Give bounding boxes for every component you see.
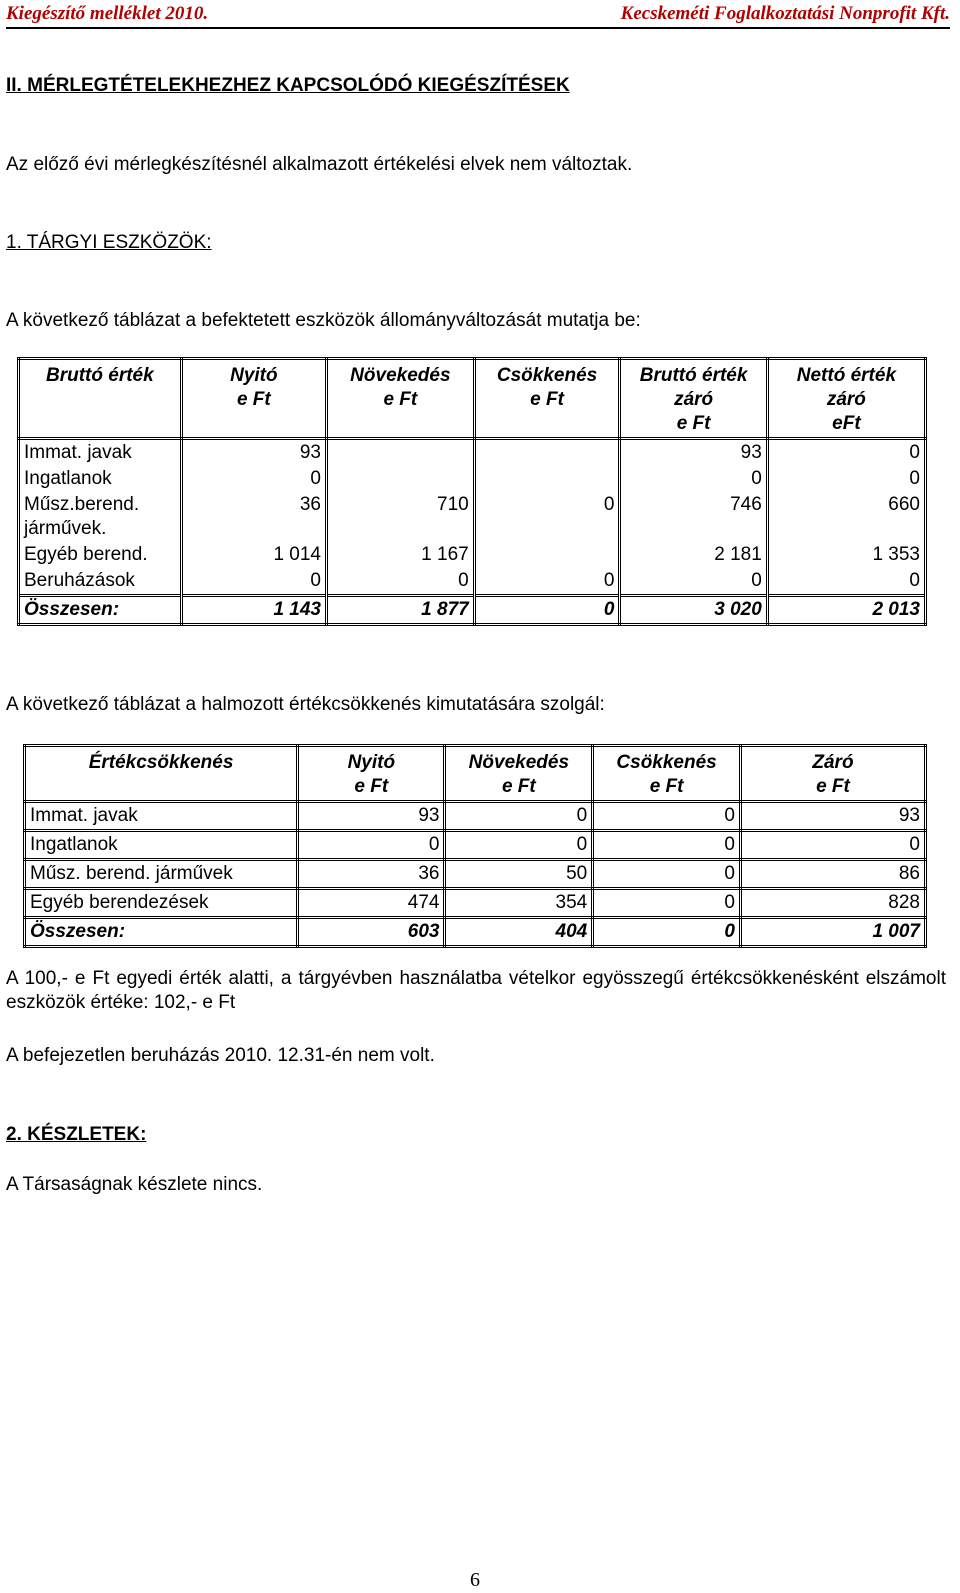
header-cell: Növekedés e Ft — [327, 359, 475, 439]
total-cell: 404 — [445, 918, 593, 947]
cell: 0 — [298, 831, 445, 860]
cell: 474 — [298, 889, 445, 918]
section-title: II. MÉRLEGTÉTELEKHEZHEZ KAPCSOLÓDÓ KIEGÉSZÍTÉSEK — [6, 75, 570, 96]
sub2-text: A Társaságnak készlete nincs. — [6, 1174, 263, 1195]
row-label: Ingatlanok — [19, 466, 182, 492]
cell: 0 — [620, 568, 767, 596]
cell — [327, 466, 475, 492]
cell: 0 — [445, 802, 593, 831]
cell: 93 — [298, 802, 445, 831]
row-label: Immat. javak — [25, 802, 298, 831]
header-cell: Csökkenés e Ft — [474, 359, 620, 439]
row-label: Egyéb berendezések — [25, 889, 298, 918]
cell — [474, 542, 620, 568]
header-cell: Bruttó érték záró e Ft — [620, 359, 767, 439]
total-cell: 1 007 — [740, 918, 925, 947]
table-row — [25, 860, 926, 889]
total-label: Összesen: — [25, 918, 298, 947]
header-cell: Bruttó érték — [19, 359, 182, 439]
header-cell: Csökkenés e Ft — [593, 746, 741, 802]
cell: 0 — [767, 466, 925, 492]
header-cell: Nettó érték záró eFt — [767, 359, 925, 439]
cell: 1 014 — [181, 542, 326, 568]
row-label: Műsz.berend. járművek. — [19, 492, 182, 542]
table-row — [19, 568, 926, 596]
cell: 86 — [740, 860, 925, 889]
table-header-row — [19, 359, 926, 439]
header-cell: Záró e Ft — [740, 746, 925, 802]
page-header — [6, 3, 950, 29]
table-row — [19, 542, 926, 568]
cell: 36 — [181, 492, 326, 542]
asset-table — [17, 357, 927, 626]
sub2-title: 2. KÉSZLETEK: — [6, 1124, 147, 1145]
header-right: Kecskeméti Foglalkoztatási Nonprofit Kft. — [620, 3, 950, 24]
row-label: Immat. javak — [19, 439, 182, 467]
total-cell: 3 020 — [620, 596, 767, 625]
cell: 0 — [181, 568, 326, 596]
cell: 93 — [740, 802, 925, 831]
cell: 0 — [593, 802, 741, 831]
table-row — [25, 802, 926, 831]
table-header-row — [25, 746, 926, 802]
page-number: 6 — [470, 1569, 480, 1591]
total-cell: 603 — [298, 918, 445, 947]
total-row — [19, 596, 926, 625]
cell: 0 — [445, 831, 593, 860]
table2-intro: A következő táblázat a halmozott értékcsökkenés kimutatására szolgál: — [6, 694, 605, 715]
row-label: Egyéb berend. — [19, 542, 182, 568]
note-low-value-assets: A 100,- e Ft egyedi érték alatti, a tárgyévben használatba vételkor egyösszegű értékcsökkenésként elszámolt eszközök értéke: 102,- e Ft — [6, 968, 946, 1013]
cell: 0 — [593, 889, 741, 918]
row-label: Ingatlanok — [25, 831, 298, 860]
cell: 1 353 — [767, 542, 925, 568]
sub1-title: 1. TÁRGYI ESZKÖZÖK: — [6, 232, 212, 253]
total-cell: 2 013 — [767, 596, 925, 625]
table1-intro: A következő táblázat a befektetett eszközök állományváltozását mutatja be: — [6, 310, 641, 331]
cell: 0 — [474, 568, 620, 596]
total-cell: 1 877 — [327, 596, 475, 625]
cell — [327, 439, 475, 467]
cell: 50 — [445, 860, 593, 889]
cell: 93 — [620, 439, 767, 467]
table-row — [25, 831, 926, 860]
total-row — [25, 918, 926, 947]
total-cell: 1 143 — [181, 596, 326, 625]
cell: 0 — [767, 439, 925, 467]
cell: 0 — [620, 466, 767, 492]
cell: 1 167 — [327, 542, 475, 568]
row-label: Beruházások — [19, 568, 182, 596]
cell: 0 — [593, 860, 741, 889]
table-row — [19, 439, 926, 467]
row-label: Műsz. berend. járművek — [25, 860, 298, 889]
table-row — [19, 466, 926, 492]
total-cell: 0 — [593, 918, 741, 947]
cell: 36 — [298, 860, 445, 889]
cell: 93 — [181, 439, 326, 467]
table-row — [25, 889, 926, 918]
header-left: Kiegészítő melléklet 2010. — [6, 3, 209, 24]
intro-text: Az előző évi mérlegkészítésnél alkalmazott értékelési elvek nem változtak. — [6, 154, 633, 175]
header-cell: Nyitó e Ft — [181, 359, 326, 439]
cell: 660 — [767, 492, 925, 542]
cell: 0 — [593, 831, 741, 860]
cell: 2 181 — [620, 542, 767, 568]
table-row — [19, 492, 926, 542]
depreciation-table — [23, 744, 927, 948]
cell: 0 — [181, 466, 326, 492]
header-cell: Növekedés e Ft — [445, 746, 593, 802]
cell: 0 — [327, 568, 475, 596]
header-cell: Értékcsökkenés — [25, 746, 298, 802]
cell — [474, 439, 620, 467]
cell: 746 — [620, 492, 767, 542]
total-cell: 0 — [474, 596, 620, 625]
cell: 0 — [767, 568, 925, 596]
cell — [474, 466, 620, 492]
note-construction: A befejezetlen beruházás 2010. 12.31-én nem volt. — [6, 1045, 435, 1066]
cell: 828 — [740, 889, 925, 918]
cell: 710 — [327, 492, 475, 542]
header-cell: Nyitó e Ft — [298, 746, 445, 802]
cell: 0 — [740, 831, 925, 860]
cell: 354 — [445, 889, 593, 918]
total-label: Összesen: — [19, 596, 182, 625]
cell: 0 — [474, 492, 620, 542]
